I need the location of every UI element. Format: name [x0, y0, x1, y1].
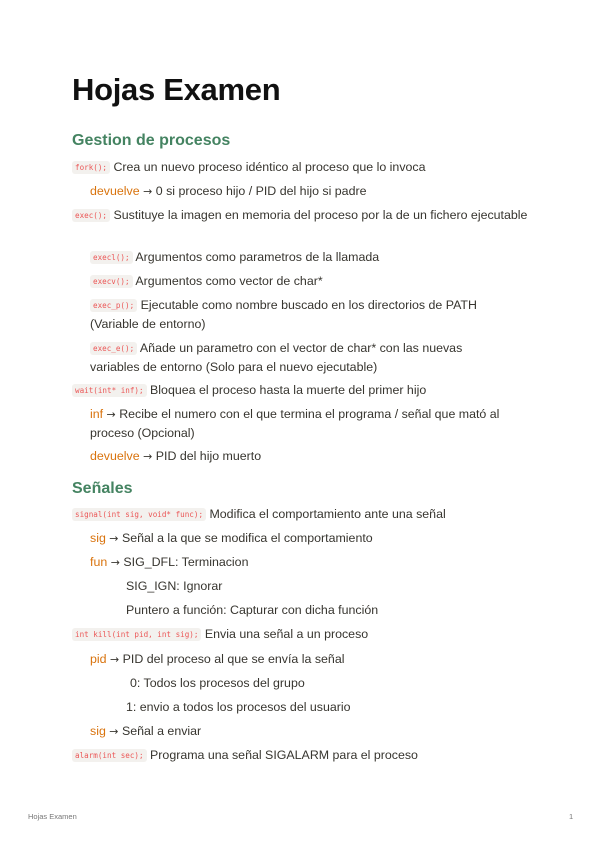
- section-heading-gestion-procesos: Gestion de procesos: [72, 132, 231, 149]
- item-kill: [72, 625, 368, 644]
- item-description: 0: Todos los procesos del grupo: [130, 676, 305, 690]
- keyword-inf: inf: [90, 407, 104, 421]
- item-description: Bloquea el proceso hasta la muerte del primer hijo: [150, 383, 427, 397]
- section-heading-senales: Señales: [72, 480, 133, 497]
- item-handler-pointer: [126, 601, 378, 619]
- code-kill: int kill(int pid, int sig);: [72, 628, 201, 641]
- arrow-right-icon: →: [143, 185, 153, 198]
- keyword-pid: pid: [90, 652, 107, 666]
- code-execl: execl();: [90, 251, 133, 264]
- item-pid-zero: [130, 674, 305, 692]
- item-kill-pid: [90, 650, 344, 669]
- page-title: Hojas Examen: [72, 72, 281, 107]
- keyword-devuelve: devuelve: [90, 184, 140, 198]
- item-execl: [90, 248, 379, 267]
- item-description: Envia una señal a un proceso: [204, 627, 369, 641]
- item-description: Sustituye la imagen en memoria del proceso por la de un fichero ejecutable: [113, 208, 528, 222]
- code-exec: exec();: [72, 209, 110, 222]
- item-sig-ign: [126, 577, 222, 595]
- item-alarm: [72, 746, 418, 765]
- code-exec-p: exec_p();: [90, 299, 137, 312]
- code-alarm: alarm(int sec);: [72, 749, 147, 762]
- code-exec-e: exec_e();: [90, 342, 137, 355]
- footer-title: Hojas Examen: [28, 812, 77, 821]
- item-exec-p: [90, 296, 510, 333]
- code-wait: wait(int* inf);: [72, 384, 147, 397]
- arrow-right-icon: →: [143, 450, 153, 463]
- arrow-right-icon: →: [110, 556, 120, 569]
- item-signal: [72, 505, 446, 524]
- item-signal-fun: [90, 553, 248, 572]
- item-exec-e: [90, 339, 500, 376]
- item-description: Programa una señal SIGALARM para el proceso: [150, 748, 418, 762]
- item-description: Recibe el numero con el que termina el programa / señal que mató al proceso (Opcional): [90, 407, 500, 440]
- item-description: Señal a enviar: [121, 724, 202, 738]
- item-description: PID del proceso al que se envía la señal: [122, 652, 345, 666]
- item-wait: [72, 381, 426, 400]
- code-signal: signal(int sig, void* func);: [72, 508, 206, 521]
- keyword-sig: sig: [90, 531, 106, 545]
- item-description: Argumentos como vector de char*: [135, 274, 323, 288]
- arrow-right-icon: →: [109, 532, 119, 545]
- footer-page-number: 1: [569, 812, 574, 821]
- keyword-sig: sig: [90, 724, 106, 738]
- arrow-right-icon: →: [109, 725, 119, 738]
- item-description: 0 si proceso hijo / PID del hijo si padre: [155, 184, 367, 198]
- keyword-fun: fun: [90, 555, 108, 569]
- arrow-right-icon: →: [110, 653, 120, 666]
- item-fork: [72, 158, 426, 177]
- item-description: Añade un parametro con el vector de char* con las nuevas variables de entorno (Solo para el nuevo ejecutable): [90, 341, 463, 374]
- item-description: Modifica el comportamiento ante una señal: [209, 507, 446, 521]
- item-fork-return: [90, 182, 366, 201]
- keyword-devuelve: devuelve: [90, 449, 140, 463]
- code-fork: fork();: [72, 161, 110, 174]
- item-pid-one: [126, 698, 351, 716]
- item-description: Ejecutable como nombre buscado en los directorios de PATH (Variable de entorno): [90, 298, 477, 331]
- item-signal-sig: [90, 529, 373, 548]
- code-execv: execv();: [90, 275, 133, 288]
- item-description: SIG_DFL: Terminacion: [123, 555, 249, 569]
- arrow-right-icon: →: [106, 408, 116, 421]
- item-description: Argumentos como parametros de la llamada: [135, 250, 380, 264]
- item-kill-sig: [90, 722, 201, 741]
- item-description: SIG_IGN: Ignorar: [126, 579, 223, 593]
- item-description: 1: envio a todos los procesos del usuario: [126, 700, 351, 714]
- item-execv: [90, 272, 323, 291]
- item-description: Crea un nuevo proceso idéntico al proceso que lo invoca: [113, 160, 426, 174]
- item-wait-return: [90, 447, 261, 466]
- item-exec: [72, 206, 528, 225]
- item-description: Señal a la que se modifica el comportamiento: [121, 531, 373, 545]
- item-description: PID del hijo muerto: [155, 449, 262, 463]
- item-description: Puntero a función: Capturar con dicha función: [126, 603, 379, 617]
- item-wait-inf: [90, 405, 530, 442]
